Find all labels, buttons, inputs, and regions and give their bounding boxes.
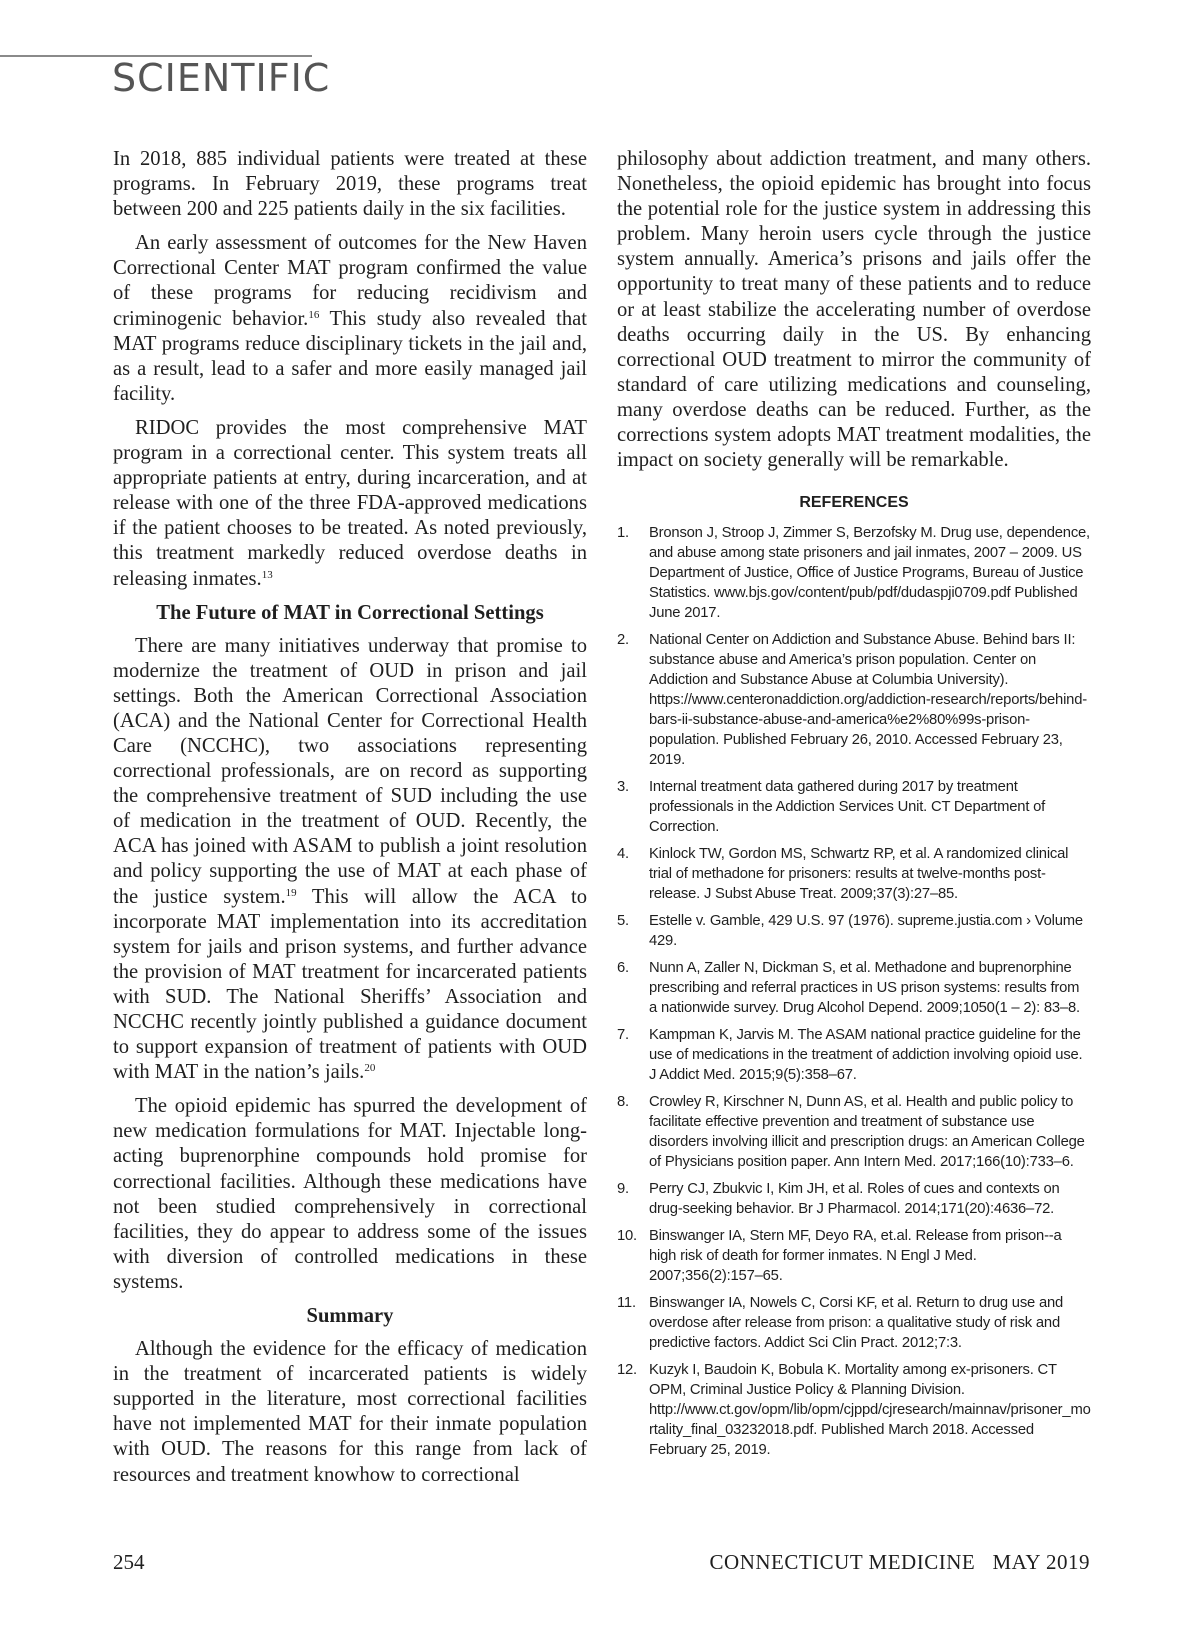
paragraph: An early assessment of outcomes for the New Haven Correctional Center MAT program confirmed the value of these programs for reducing recidivism and criminogenic behavior.$^{16}$ This study also revealed that MAT programs reduce disciplinary tickets in the jail and, as a result, lead to a safer and more easily managed jail facility. bbox=[113, 232, 588, 405]
left-column bbox=[113, 147, 587, 1497]
reference-item: 12. Kuzyk I, Baudoin K, Bobula K. Mortality among ex-prisoners. CT OPM, Criminal Justice Policy & Planning Division. http://www.ct.gov/opm/lib/opm/cjppd/cjresearch/mainnav/prisoner_mortality_final_03232018.pdf. Published March 2018. Accessed February 25, 2019. bbox=[617, 1362, 1091, 1459]
references-heading: REFERENCES bbox=[799, 494, 909, 512]
reference-item: 11. Binswanger IA, Nowels C, Corsi KF, et al. Return to drug use and overdose after release from prison: a qualitative study of risk and predictive factors. Addict Sci Clin Pract. 2012;7:3. bbox=[617, 1295, 1064, 1352]
reference-item: 5. Estelle v. Gamble, 429 U.S. 97 (1976). supreme.justia.com › Volume 429. bbox=[617, 913, 1083, 950]
paragraph: Although the evidence for the efficacy of medication in the treatment of incarcerated patients is widely supported in the literature, most correctional facilities have not implemented MAT for their inmate population with OUD. The reasons for this range from lack of resources and treatment knowhow to correctional bbox=[113, 1338, 587, 1486]
paragraph: philosophy about addiction treatment, and many others. Nonetheless, the opioid epidemic has brought into focus the potential role for the justice system in addressing this problem. Many heroin users cycle through the justice system annually. America’s prisons and jails offer the opportunity to treat many of these patients and to reduce or at least stabilize the accelerating number of overdose deaths occurring daily in the US. By enhancing correctional OUD treatment to mirror the community of standard of care utilizing medications and counseling, many overdose deaths can be reduced. Further, as the corrections system adopts MAT treatment modalities, the impact on society generally will be remarkable. bbox=[617, 148, 1091, 472]
paragraph: RIDOC provides the most comprehensive MAT program in a correctional center. This system treats all appropriate patients at entry, during incarceration, and at release with one of the three FDA-approved medications if the patient chooses to be treated. As noted previously, this treatment markedly reduced overdose deaths in releasing inmates.$^{13}$ bbox=[113, 416, 587, 590]
paragraph: The opioid epidemic has spurred the development of new medication formulations for MAT. Injectable long-acting buprenorphine compounds hold promise for correctional facilities. Although these medications have not been studied comprehensively in correctional facilities, they do appear to address some of the issues with diversion of controlled medications in these systems. bbox=[113, 1095, 587, 1293]
section-heading-summary: Summary bbox=[306, 1305, 394, 1328]
reference-item: 9. Perry CJ, Zbukvic I, Kim JH, et al. Roles of cues and contexts on drug-seeking behavior. Br J Pharmacol. 2014;171(20):4636–72. bbox=[617, 1181, 1060, 1218]
reference-item: 4. Kinlock TW, Gordon MS, Schwartz RP, et al. A randomized clinical trial of methadone for prisoners: results at twelve-months post-release. J Subst Abuse Treat. 2009;37(3):27–85. bbox=[617, 846, 1069, 903]
section-label: SCIENTIFIC bbox=[112, 56, 331, 100]
citation: 13 bbox=[261, 568, 273, 581]
page-number: 254 bbox=[113, 1550, 145, 1574]
citation: 16 bbox=[308, 308, 320, 321]
reference-item: 3. Internal treatment data gathered during 2017 by treatment professionals in the Addiction Services Unit. CT Department of Correction. bbox=[617, 779, 1046, 836]
citation: 19 bbox=[285, 886, 297, 899]
reference-item: 1. Bronson J, Stroop J, Zimmer S, Berzofsky M. Drug use, dependence, and abuse among state prisoners and jail inmates, 2007 – 2009. US Department of Justice, Office of Justice Programs, Bureau of Justice Statistics. www.bjs.gov/content/pub/pdf/dudaspji0709.pdf Published June 2017. bbox=[617, 525, 1090, 622]
references-list bbox=[617, 523, 1091, 1460]
reference-item: 2. National Center on Addiction and Substance Abuse. Behind bars II: substance abuse and America’s prison population. Center on Addiction and Substance Abuse at Columbia University). https://www.centeronaddiction.org/addiction-research/reports/behind-bars-ii-substance-abuse-and-america%e2%80%99s-prison-population. Published February 26, 2010. Accessed February 23, 2019. bbox=[617, 632, 1087, 769]
reference-item: 7. Kampman K, Jarvis M. The ASAM national practice guideline for the use of medications in the treatment of addiction involving opioid use. J Addict Med. 2015;9(5):358–67. bbox=[617, 1027, 1083, 1084]
right-column bbox=[617, 147, 1091, 1467]
section-heading-future: The Future of MAT in Correctional Settings bbox=[156, 601, 544, 624]
paragraph: In 2018, 885 individual patients were treated at these programs. In February 2019, these programs treat between 200 and 225 patients daily in the six facilities. bbox=[113, 148, 587, 221]
reference-item: 8. Crowley R, Kirschner N, Dunn AS, et al. Health and public policy to facilitate effective prevention and treatment of substance use disorders involving illicit and prescription drugs: an American College of Physicians position paper. Ann Intern Med. 2017;166(10):733–6. bbox=[617, 1094, 1085, 1171]
paragraph: There are many initiatives underway that promise to modernize the treatment of OUD in prison and jail settings. Both the American Correctional Association (ACA) and the National Center for Correctional Health Care (NCCHC), two associations representing correctional professionals, are on record as supporting the comprehensive treatment of SUD including the use of medication in the treatment of OUD. Recently, the ACA has joined with ASAM to publish a joint resolution and policy supporting the use of MAT at each phase of the justice system.$^{19}$ This will allow the ACA to incorporate MAT implementation into its accreditation system for jails and prison systems, and further advance the provision of MAT treatment for incarcerated patients with SUD. The National Sheriffs’ Association and NCCHC recently jointly published a guidance document to support expansion of treatment of patients with OUD with MAT in the nation’s jails.$^{20}$ bbox=[113, 634, 587, 1084]
reference-item: 10. Binswanger IA, Stern MF, Deyo RA, et.al. Release from prison--a high risk of death for former inmates. N Engl J Med. 2007;356(2):157–65. bbox=[617, 1228, 1062, 1285]
reference-item: 6. Nunn A, Zaller N, Dickman S, et al. Methadone and buprenorphine prescribing and referral practices in US prison systems: results from a nationwide survey. Drug Alcohol Depend. 2009;1050(1 – 2): 83–8. bbox=[617, 960, 1080, 1017]
journal-footer: CONNECTICUT MEDICINE MAY 2019 bbox=[709, 1550, 1090, 1574]
citation: 20 bbox=[364, 1062, 376, 1075]
